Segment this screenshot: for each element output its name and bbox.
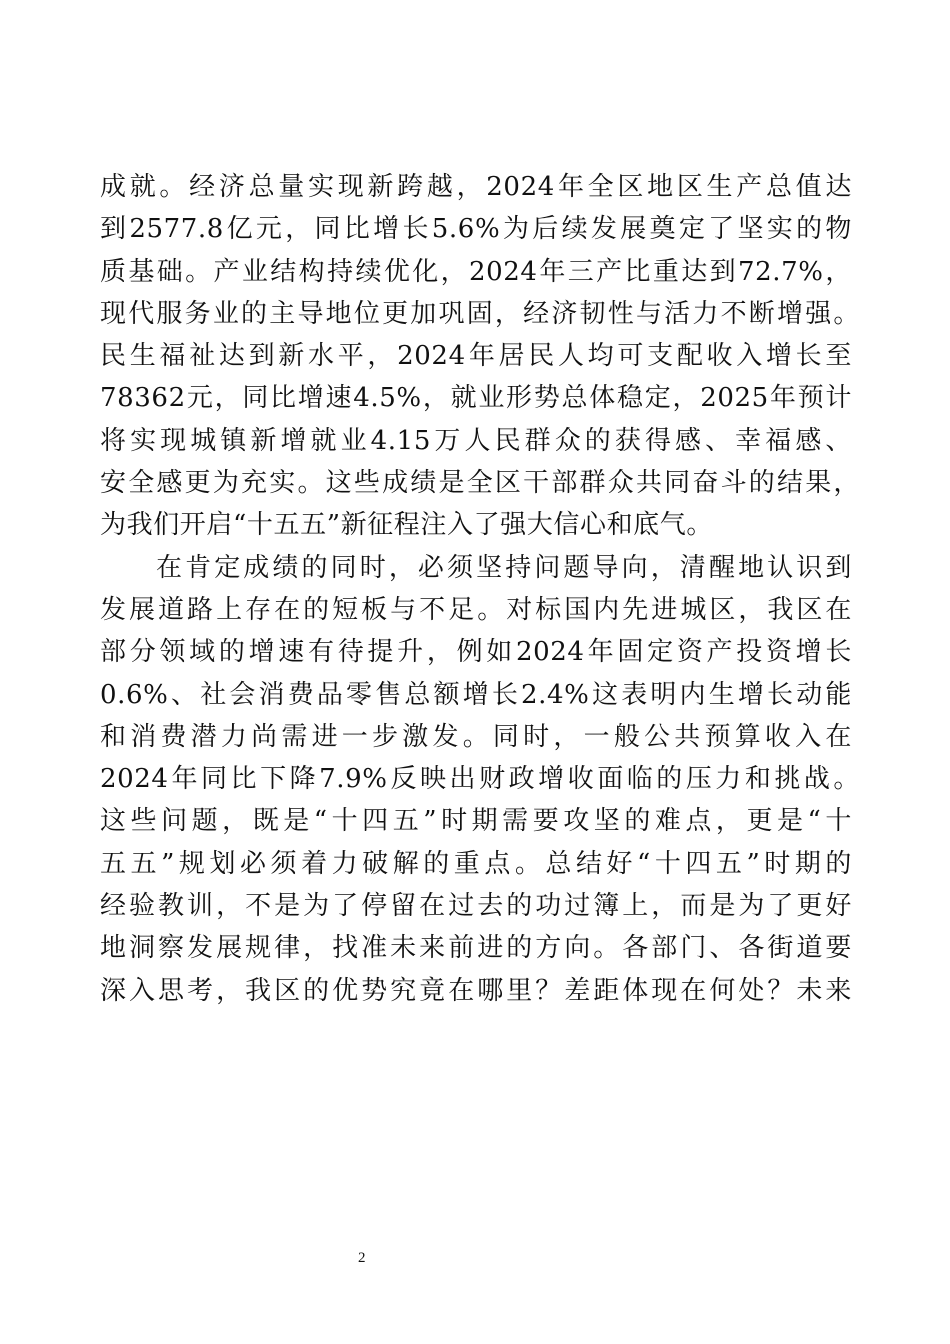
text-line: 0.6%、社会消费品零售总额增长2.4%这表明内生增长动能 [100,679,852,710]
text-line: 将实现城镇新增就业4.15万人民群众的获得感、幸福感、 [100,425,852,456]
text-line: 78362元，同比增速4.5%，就业形势总体稳定，2025年预计 [100,383,852,414]
text-line: 经验教训，不是为了停留在过去的功过簿上，而是为了更好 [100,891,852,922]
text-line: 成就。经济总量实现新跨越，2024年全区地区生产总值达 [100,172,852,202]
text-line: 部分领域的增速有待提升，例如2024年固定资产投资增长 [100,637,852,668]
text-line: 和消费潜力尚需进一步激发。同时，一般公共预算收入在 [100,721,852,752]
text-line: 民生福祉达到新水平，2024年居民人均可支配收入增长至 [100,341,852,372]
text-line: 现代服务业的主导地位更加巩固，经济韧性与活力不断增强。 [100,298,860,329]
paragraph-first-line: 在肯定成绩的同时，必须坚持问题导向，清醒地认识到 [156,552,852,583]
text-line: 五五”规划必须着力破解的重点。总结好“十四五”时期的 [100,848,852,879]
text-line: 这些问题，既是“十四五”时期需要攻坚的难点，更是“十 [100,806,852,837]
text-line: 安全感更为充实。这些成绩是全区干部群众共同奋斗的结果， [100,468,860,499]
text-line: 到2577.8亿元，同比增长5.6%为后续发展奠定了坚实的物 [100,214,852,245]
text-line: 2024年同比下降7.9%反映出财政增收面临的压力和挑战。 [100,764,860,795]
text-line: 质基础。产业结构持续优化，2024年三产比重达到72.7%， [100,256,852,287]
text-line: 地洞察发展规律，找准未来前进的方向。各部门、各街道要 [100,933,852,964]
body-text [100,166,860,1012]
text-line: 为我们开启“十五五”新征程注入了强大信心和底气。 [100,510,713,541]
page-number: 2 [358,1250,366,1266]
text-line: 深入思考，我区的优势究竟在哪里？差距体现在何处？未来 [100,975,852,1006]
text-line: 发展道路上存在的短板与不足。对标国内先进城区，我区在 [100,594,852,625]
